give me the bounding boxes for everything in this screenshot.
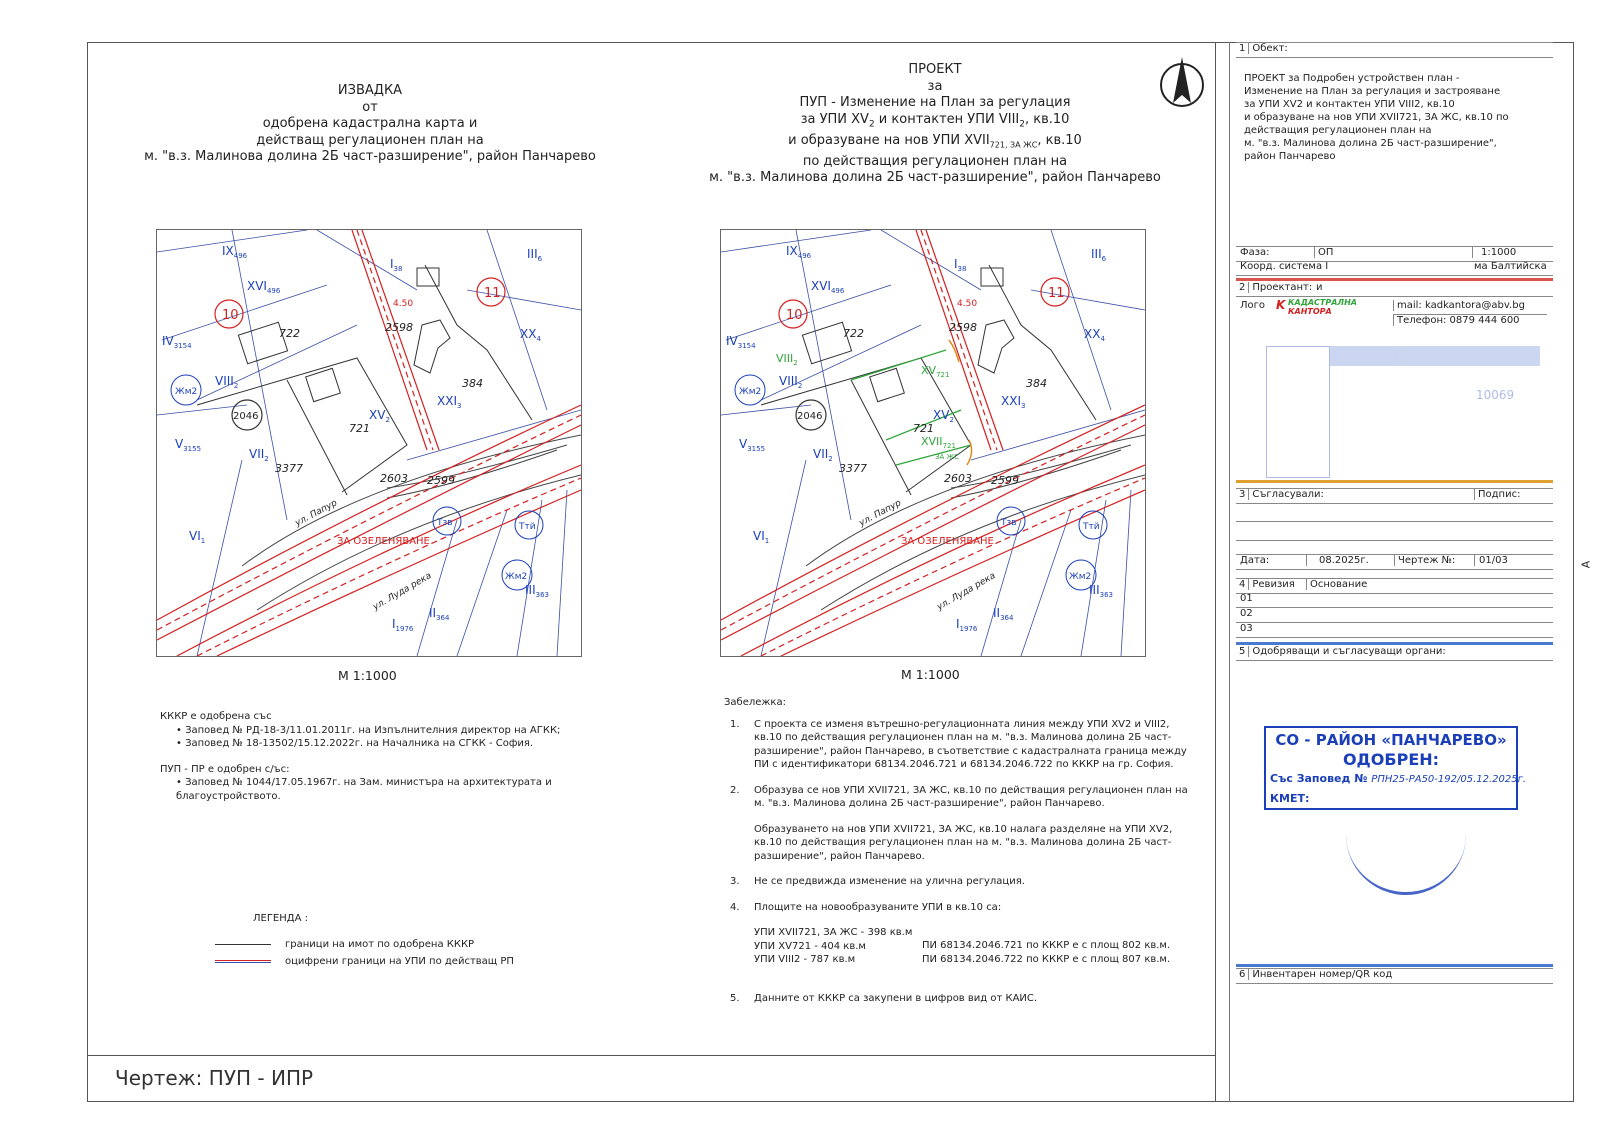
svg-text:I38 — [954, 257, 966, 273]
pup-title: ПУП - ПР е одобрен с/ъс: — [160, 763, 290, 775]
left-heading-line: действащ регулационен план на — [256, 132, 484, 148]
map-label-vi — [189, 529, 205, 545]
svg-text:III363 — [1089, 583, 1113, 599]
area-line: ПИ 68134.2046.721 по КККР е с площ 802 кв.м. — [922, 940, 1171, 951]
map-label: II — [993, 606, 1001, 620]
tb-accent-bar — [1236, 278, 1553, 281]
map-label: I — [956, 617, 960, 631]
map-label-zhm2b: Жм2 — [1069, 572, 1092, 582]
frame-divider — [1215, 42, 1216, 1102]
map-label: VI — [189, 529, 201, 543]
area-line: УПИ XV721 - 404 кв.м — [754, 940, 866, 952]
parcel-384: 384 — [1026, 377, 1047, 390]
map-label-sub: 496 — [830, 287, 845, 295]
tb-object-line: и образуване на нов УПИ XVII721, ЗА ЖС, кв.10 по — [1244, 112, 1509, 123]
tb-revision-row — [1236, 623, 1553, 638]
svg-text:VII2 — [813, 447, 833, 463]
kkkr-title: КККР е одобрена със — [160, 711, 272, 722]
note-number: 1. — [730, 718, 740, 730]
street-papur: ул. Папур — [293, 498, 340, 529]
block-11: 11 — [1048, 286, 1065, 301]
map-label: XX — [520, 327, 537, 341]
map-label-sub: 364 — [436, 614, 450, 622]
map-label: VII — [813, 447, 829, 461]
right-notes — [724, 696, 1194, 1006]
map-label: XVII — [921, 435, 943, 448]
tb-basis-label: Основание — [1306, 579, 1367, 590]
map-label-sub: 1 — [764, 537, 770, 545]
tb-text: Проектант: — [1252, 282, 1313, 293]
map-label-sub: 364 — [1000, 614, 1014, 622]
svg-text:I1976 — [956, 617, 978, 633]
tb-accent-bar — [1236, 964, 1553, 967]
note-text: Данните от КККР са закупени в цифров вид от КАИС. — [754, 993, 1038, 1004]
map-label-xvi — [247, 279, 281, 295]
map-label-zajs: ЗА ЖС — [935, 453, 959, 461]
map-label-xx — [520, 327, 541, 343]
map-label-sub: 2 — [793, 359, 798, 367]
map-label-sub: 2 — [385, 416, 390, 424]
legend-label: граници на имот по одобрена КККР — [285, 939, 475, 950]
map-label-sub: 3 — [1020, 402, 1026, 410]
map-existing — [156, 229, 582, 657]
map-label-sub: 38 — [393, 265, 403, 273]
map-label-sub: 2 — [797, 382, 803, 390]
heading-sub: 2 — [1019, 119, 1025, 130]
tb-label — [1236, 282, 1312, 293]
note-text: Образува се нов УПИ XVII721, ЗА ЖС, кв.10 по действащия регулационен план на м. "в.з. Малинова долина 2Б част-разширение", район Панчарево. — [754, 784, 1188, 809]
kkkr-item: • Заповед № РД-18-3/11.01.2011г. на Изпълнителния директор на АГКК; — [176, 724, 561, 736]
map-label: VIII — [779, 374, 798, 388]
map-label-sub: 363 — [535, 591, 549, 599]
round-seal — [1346, 832, 1466, 895]
frame-divider-inner — [1229, 42, 1230, 1102]
company-logo-text — [1288, 298, 1357, 316]
map-label-sub: 1976 — [959, 625, 978, 633]
tb-revision-row — [1236, 593, 1553, 608]
registry-stamp — [1266, 346, 1540, 476]
parcel-2598: 2598 — [949, 321, 977, 334]
map-label-sub: 6 — [1101, 255, 1107, 263]
tb-approval-header — [1236, 646, 1553, 661]
registry-number: 10069 — [1476, 388, 1515, 402]
svg-text:III6 — [1091, 247, 1107, 263]
map-label-zhm2: Жм2 — [739, 387, 762, 397]
block-2046: 2046 — [233, 411, 259, 422]
svg-text:II364 — [993, 606, 1014, 622]
map-label-iii — [527, 247, 543, 263]
map-label: V — [739, 437, 748, 451]
right-heading-line: ПРОЕКТ — [908, 62, 962, 77]
map-label: I — [954, 257, 958, 271]
tb-faza-label: Фаза: — [1240, 247, 1270, 258]
stamp-title: СО - РАЙОН «ПАНЧАРЕВО» — [1275, 731, 1507, 749]
tb-phone: Телефон: 0879 444 600 — [1393, 314, 1547, 326]
tb-revision-number: 02 — [1240, 608, 1253, 619]
stamp-approved: ОДОБРЕН: — [1342, 750, 1440, 769]
right-heading-line: за — [927, 78, 943, 94]
map-label: VII — [249, 447, 265, 461]
left-heading-line: ИЗВАДКА — [337, 83, 403, 98]
dim-450: 4.50 — [957, 299, 978, 309]
map-label: III — [1091, 247, 1102, 261]
heading-sub: 2 — [868, 119, 875, 130]
map-label-i — [390, 257, 402, 273]
map-proposed-svg — [721, 230, 1145, 656]
parcel-384: 384 — [462, 377, 483, 390]
heading-sub: 721, ЗА ЖС — [989, 140, 1038, 150]
tb-text: Инвентарен номер/QR код — [1252, 969, 1393, 980]
svg-text:VI1 — [753, 529, 769, 545]
north-arrow-icon — [1158, 55, 1206, 113]
parcel-2599: 2599 — [991, 474, 1019, 487]
map-label-iv — [162, 334, 192, 350]
title-block — [1236, 42, 1553, 1102]
map-label: II — [429, 606, 437, 620]
note-title: Забележка: — [724, 697, 786, 708]
tb-sign-label: Подпис: — [1474, 489, 1520, 500]
legend-title: ЛЕГЕНДА : — [253, 913, 308, 924]
note-item — [724, 784, 1194, 811]
tb-revision-number: 03 — [1240, 623, 1253, 634]
right-heading-line: м. "в.з. Малинова долина 2Б част-разширение", район Панчарево — [709, 170, 1161, 186]
parcel-721: 721 — [349, 422, 370, 435]
map-label: XV — [921, 364, 937, 377]
right-heading-line — [700, 112, 1170, 133]
tb-object-line: ПРОЕКТ за Подробен устройствен план - — [1244, 73, 1460, 84]
tb-label — [1236, 579, 1295, 590]
svg-text:XXI3 — [1001, 394, 1025, 410]
tb-mail: mail: kadkantora@abv.bg — [1393, 300, 1525, 311]
tb-date-value: 08.2025г. — [1306, 555, 1369, 566]
legend-swatch-black — [215, 944, 271, 945]
tb-text: Одобряващи и съгласуващи органи: — [1252, 646, 1446, 657]
parcel-2599: 2599 — [427, 474, 455, 487]
tb-num: 6 — [1236, 969, 1249, 980]
left-heading — [140, 83, 600, 166]
heading-text: , кв.10 — [1037, 132, 1082, 148]
map-label: I — [390, 257, 394, 271]
map-label-viii-green — [776, 352, 798, 367]
registry-stamp-header — [1330, 346, 1540, 366]
company-logo: K — [1276, 298, 1286, 312]
tb-date-label: Дата: — [1240, 555, 1270, 566]
map-label: VI — [753, 529, 765, 543]
approval-stamp — [1264, 726, 1527, 810]
stamp-order-label: Със Заповед № — [1270, 772, 1368, 785]
map-label: IV — [726, 334, 738, 348]
right-heading — [700, 62, 1170, 187]
note-item — [724, 875, 1194, 889]
logo-text: КАНТОРА — [1288, 307, 1332, 316]
parcel-721: 721 — [913, 422, 934, 435]
map-label-sub: 3155 — [183, 445, 202, 453]
map-label-xv-green — [921, 364, 949, 379]
svg-text:XX4 — [1084, 327, 1105, 343]
stamp-handwritten: РПН25-РА50-192/05.12.2025г. — [1371, 774, 1527, 785]
note-number: 2. — [730, 784, 740, 796]
drawing-title: Чертеж: ПУП - ИПР — [115, 1066, 314, 1090]
parcel-3377: 3377 — [839, 462, 867, 475]
tb-revision-header — [1236, 578, 1553, 594]
tb-num: 4 — [1236, 579, 1249, 590]
map-label-sub: 3154 — [737, 342, 756, 350]
map-label: VIII — [776, 352, 794, 365]
map-label-sub: 2 — [828, 455, 833, 463]
block-10: 10 — [786, 308, 803, 323]
left-heading-line: от — [362, 99, 378, 115]
map-label-sub: 721 — [936, 371, 950, 379]
kkkr-item-text: Заповед № РД-18-3/11.01.2011г. на Изпълнителния директор на АГКК; — [185, 724, 561, 736]
tb-object-header — [1236, 42, 1553, 58]
tb-object-line: Изменение на План за регулация и застрояване — [1244, 86, 1501, 97]
legend-item — [215, 939, 474, 950]
tb-label — [1236, 646, 1446, 657]
map-label-xvii-green — [921, 435, 956, 450]
tb-designer-value: и — [1316, 282, 1323, 293]
tb-num: 3 — [1236, 489, 1249, 500]
note-text: Образуването на нов УПИ XVII721, ЗА ЖС, кв.10 налага разделяне на УПИ XV2, кв.10 по действащия регулационен план на м. "в.з. Малинова долина 2Б част-разширение", район Панчарево. — [754, 823, 1173, 862]
tb-inventory-row — [1236, 968, 1553, 984]
tb-object-line: действащия регулационен план на — [1244, 125, 1432, 136]
bottom-line — [87, 1055, 1215, 1056]
map-label-sub: 2 — [233, 382, 239, 390]
map-label-sub: 2 — [264, 455, 269, 463]
pup-item: • Заповед № 1044/17.05.1967г. на Зам. министъра на архитектурата и благоустройството. — [176, 777, 552, 802]
block-11: 11 — [484, 286, 501, 301]
map-label-sub: 496 — [233, 252, 248, 260]
map-label-sub: 6 — [537, 255, 543, 263]
parcel-3377: 3377 — [275, 462, 303, 475]
note-number: 3. — [730, 876, 740, 887]
tb-text: Ревизия — [1252, 579, 1295, 590]
spacer — [160, 751, 590, 763]
map-label: III — [527, 247, 538, 261]
kkkr-item: • Заповед № 18-13502/15.12.2022г. на Началника на СГКК - София. — [176, 738, 534, 749]
block-2046: 2046 — [797, 411, 823, 422]
note-text: Не се предвижда изменение на улична регулация. — [754, 876, 1025, 887]
note-text: С проекта се изменя вътрешно-регулационната линия между УПИ XV2 и VIII2, кв.10 по действащия регулационен план на м. "в.з. Малинова долина 2Б част-разширение", район Панчарево, в съответствие с кадастралната граница между ПИ с идентификатори 68134.2046.721 и 68134.2046.722 по КККР на гр. София. — [754, 718, 1187, 770]
map-label-vii — [249, 447, 269, 463]
map-label: VIII — [215, 374, 234, 388]
map-label: XV — [369, 408, 386, 422]
heading-text: и образуване на нов УПИ XVII — [788, 132, 990, 148]
tb-label — [1236, 43, 1288, 54]
map-label-ttya: Ттй — [519, 522, 536, 532]
svg-text:VIII2 — [779, 374, 802, 390]
parcel-722: 722 — [843, 327, 864, 340]
map-label-iii2 — [525, 583, 549, 599]
map-label-i2 — [392, 617, 414, 633]
map-label-sub: 721 — [942, 442, 956, 450]
tb-agreed-row — [1236, 488, 1553, 504]
parcel-2598: 2598 — [385, 321, 413, 334]
tb-coord-value: ма Балтийска — [1474, 261, 1547, 272]
parcel-722: 722 — [279, 327, 300, 340]
block-10: 10 — [222, 308, 239, 323]
map-label-v — [175, 437, 201, 453]
tb-coord-row — [1236, 261, 1553, 276]
tb-agreed-line — [1236, 503, 1553, 522]
street-luda-reka: ул. Луда река — [935, 571, 998, 613]
tb-object-text — [1244, 72, 1544, 163]
street-luda-reka: ул. Луда река — [371, 571, 434, 613]
map-label: IV — [162, 334, 174, 348]
map-label-sub: 496 — [797, 252, 812, 260]
tb-revision-row — [1236, 608, 1553, 623]
heading-text: и контактен УПИ VIII — [874, 111, 1020, 127]
tb-text: Съгласували: — [1252, 489, 1324, 500]
map-label: XXI — [437, 394, 457, 408]
pup-item-text: Заповед № 1044/17.05.1967г. на Зам. министъра на архитектурата и благоустройството. — [176, 777, 552, 802]
street-papur: ул. Папур — [857, 498, 904, 529]
map-label-sub: 3154 — [173, 342, 192, 350]
map-label: III — [1089, 583, 1100, 597]
svg-text:IV3154 — [726, 334, 756, 350]
tb-scale-value: 1:1000 — [1472, 247, 1551, 258]
map-label-sub: 1976 — [395, 625, 414, 633]
right-heading-line: по действащия регулационен план на — [802, 153, 1068, 169]
tb-num: 1 — [1236, 43, 1249, 54]
stamp-order — [1266, 769, 1527, 789]
note-item — [724, 992, 1194, 1006]
svg-text:XVI496 — [811, 279, 845, 295]
area-line: ПИ 68134.2046.722 по КККР е с площ 807 кв.м. — [922, 953, 1171, 965]
map-label: I — [392, 617, 396, 631]
tb-faza-row — [1236, 246, 1553, 262]
map-label: XX — [1084, 327, 1101, 341]
map-label-sub: 363 — [1099, 591, 1113, 599]
note-number: 4. — [730, 901, 740, 913]
heading-text: , кв.10 — [1024, 111, 1070, 127]
map-label: XXI — [1001, 394, 1021, 408]
tb-faza-value: ОП — [1314, 247, 1333, 258]
map-label-zhm2b: Жм2 — [505, 572, 528, 582]
map-label-zhm2: Жм2 — [175, 387, 198, 397]
tb-logo-label: Лого — [1240, 300, 1266, 311]
map-label: V — [175, 437, 184, 451]
tb-drawing-label: Чертеж №: — [1394, 555, 1455, 566]
heading-text: за УПИ XV — [800, 111, 869, 127]
tb-accent-bar — [1236, 480, 1553, 483]
map-label-sub: 496 — [266, 287, 281, 295]
map-label-sub: 38 — [957, 265, 967, 273]
map-existing-svg — [157, 230, 581, 656]
map-label-xxi — [437, 394, 461, 410]
tb-object-line: м. "в.з. Малинова долина 2Б част-разширение", — [1244, 138, 1497, 149]
map-label-sub: 3 — [456, 402, 462, 410]
tb-coord-label: Коорд. система I — [1240, 261, 1329, 272]
tb-agreed-line — [1236, 522, 1553, 541]
map-proposed — [720, 229, 1146, 657]
right-heading-line: ПУП - Изменение на План за регулация — [799, 95, 1071, 110]
tb-object-line: за УПИ XV2 и контактен УПИ VIII2, кв.10 — [1244, 99, 1455, 110]
logo-text: КАДАСТРАЛНА — [1288, 298, 1357, 307]
map-label-tzv: Тзв — [1001, 518, 1017, 528]
parcel-2603: 2603 — [380, 472, 408, 485]
map-label-sub: 4 — [1100, 335, 1105, 343]
tb-object-line: район Панчарево — [1244, 151, 1336, 162]
map-label: IX — [786, 244, 798, 258]
left-heading-line: м. "в.з. Малинова долина 2Б част-разширение", район Панчарево — [144, 149, 596, 164]
kkkr-item-text: Заповед № 18-13502/15.12.2022г. на Началника на СГКК - София. — [185, 738, 534, 749]
map-label-viii — [215, 374, 238, 390]
tb-revision-number: 01 — [1240, 593, 1253, 604]
legend-label: оцифрени граници на УПИ по действащ РП — [285, 956, 514, 967]
parcel-2603: 2603 — [944, 472, 972, 485]
map-label-ttya: Ттй — [1083, 522, 1100, 532]
map-label: XVI — [811, 279, 831, 293]
tb-text: Обект: — [1252, 43, 1288, 54]
map-label-tzv: Тзв — [437, 518, 453, 528]
svg-text:V3155 — [739, 437, 765, 453]
green-area-label: ЗА ОЗЕЛЕНЯВАНЕ — [337, 536, 430, 547]
right-scale: М 1:1000 — [901, 667, 960, 682]
tb-drawing-value: 01/03 — [1474, 555, 1508, 566]
tb-num: 2 — [1236, 282, 1249, 293]
tb-num: 5 — [1236, 646, 1249, 657]
map-label-sub: 1 — [200, 537, 206, 545]
note-item — [724, 901, 1194, 915]
note-item — [724, 823, 1194, 864]
note-item — [724, 718, 1194, 772]
left-heading-line: одобрена кадастрална карта и — [262, 116, 478, 131]
right-heading-line — [700, 133, 1170, 154]
tb-label — [1236, 969, 1392, 980]
areas — [724, 926, 1194, 968]
note-number: 5. — [730, 993, 740, 1004]
map-label: XVI — [247, 279, 267, 293]
areas-right — [922, 939, 1170, 966]
note-text: Площите на новообразуваните УПИ в кв.10 са: — [754, 901, 1002, 913]
area-line: УПИ VIII2 - 787 кв.м — [754, 954, 856, 965]
map-label-ii — [429, 606, 450, 622]
dim-450: 4.50 — [393, 299, 414, 309]
tb-designer-row — [1236, 282, 1553, 297]
map-label: XV — [933, 408, 950, 422]
legend-item — [215, 956, 514, 967]
map-label-sub: 4 — [536, 335, 541, 343]
stamp-mayor: КМЕТ: — [1270, 792, 1310, 805]
tb-date-row — [1236, 554, 1553, 570]
area-line: УПИ XVII721, ЗА ЖС - 398 кв.м — [754, 927, 913, 938]
registry-stamp-box — [1266, 346, 1330, 478]
map-label-sub: 2 — [949, 416, 954, 424]
map-label: III — [525, 583, 536, 597]
left-scale: М 1:1000 — [338, 668, 397, 683]
tb-logo-row — [1236, 298, 1553, 326]
tb-label — [1236, 489, 1324, 500]
map-label-sub: 3155 — [747, 445, 766, 453]
left-notes — [160, 710, 590, 803]
tb-accent-bar — [1236, 642, 1553, 645]
side-letter: А — [1579, 560, 1593, 569]
map-label: IX — [222, 244, 234, 258]
legend-swatch-redblue — [215, 960, 271, 963]
green-area-label: ЗА ОЗЕЛЕНЯВАНЕ — [901, 536, 994, 547]
